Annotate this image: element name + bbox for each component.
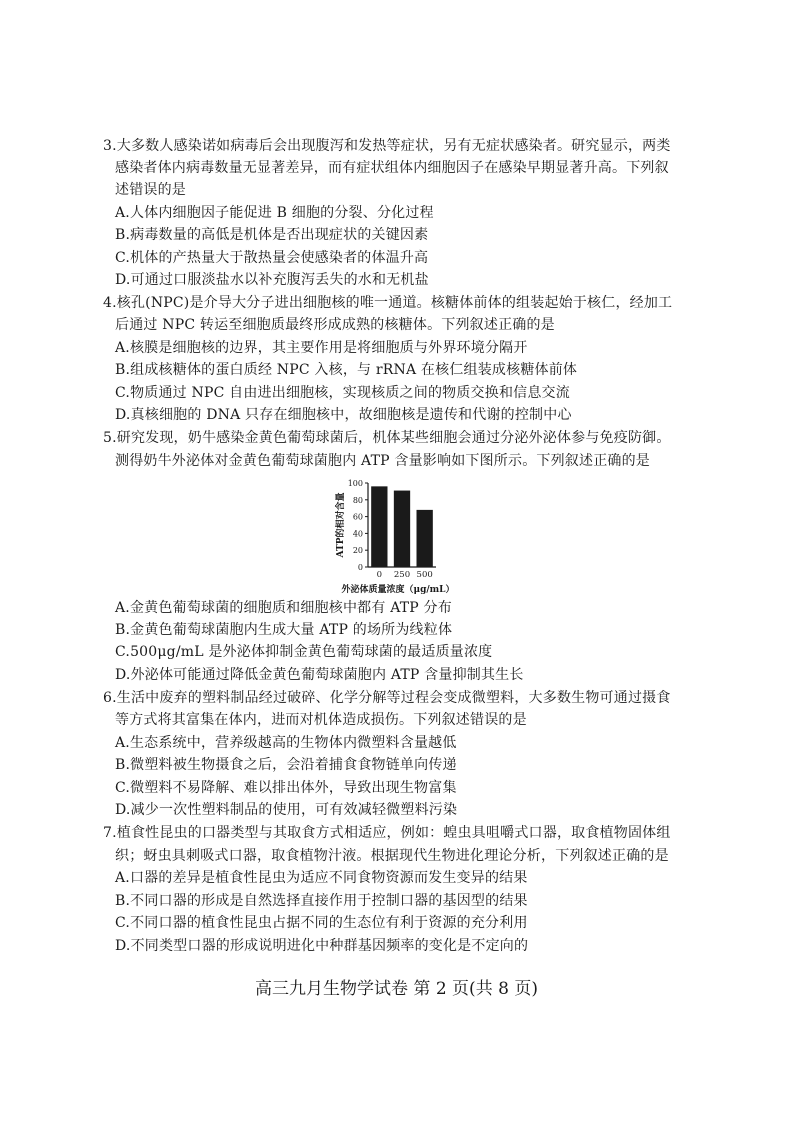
y-tick-label: 80 — [352, 495, 363, 505]
q6-option-d: D.减少一次性塑料制品的使用，可有效减轻微塑料污染 — [115, 802, 458, 818]
bar-0 — [371, 486, 387, 567]
atp-bar-chart — [318, 475, 478, 600]
q5-option-c: C.500μg/mL 是外泌体抑制金黄色葡萄球菌的最适质量浓度 — [115, 644, 493, 660]
q4-option-d: D.真核细胞的 DNA 只存在细胞核中，故细胞核是遗传和代谢的控制中心 — [115, 407, 572, 423]
bar-500 — [417, 510, 433, 567]
q7-stem-line-2: 织；蚜虫具刺吸式口器，取食植物汁液。根据现代生物进化理论分析，下列叙述正确的是 — [115, 848, 669, 864]
q7-option-b: B.不同口器的形成是自然选择直接作用于控制口器的基因型的结果 — [115, 893, 528, 909]
q7-option-c: C.不同口器的植食性昆虫占据不同的生态位有利于资源的充分利用 — [115, 915, 528, 931]
q6-option-b: B.微塑料被生物摄食之后，会沿着捕食食物链单向传递 — [115, 757, 457, 773]
q4-option-c: C.物质通过 NPC 自由进出细胞核，实现核质之间的物质交换和信息交流 — [115, 385, 570, 401]
y-tick-label: 60 — [352, 512, 363, 522]
q4-option-b: B.组成核糖体的蛋白质经 NPC 入核，与 rRNA 在核仁组装成核糖体前体 — [115, 362, 578, 378]
y-tick-label: 20 — [352, 546, 363, 556]
q6-option-a: A.生态系统中，营养级越高的生物体内微塑料含量越低 — [115, 735, 457, 751]
q6-stem-line-2: 等方式将其富集在体内，进而对机体造成损伤。下列叙述错误的是 — [115, 712, 527, 728]
q3-stem-line-1: 3.大多数人感染诺如病毒后会出现腹泻和发热等症状，另有无症状感染者。研究显示，两类 — [103, 138, 671, 154]
q5-option-b: B.金黄色葡萄球菌胞内生成大量 ATP 的场所为线粒体 — [115, 622, 453, 638]
q5-stem-line-1: 5.研究发现，奶牛感染金黄色葡萄球菌后，机体某些细胞会通过分泌外泌体参与免疫防御。 — [103, 430, 671, 446]
q4-stem-line-1: 4.核孔(NPC)是介导大分子进出细胞核的唯一通道。核糖体前体的组装起始于核仁，经加工 — [103, 295, 673, 311]
q6-stem-line-1: 6.生活中废弃的塑料制品经过破碎、化学分解等过程会变成微塑料，大多数生物可通过摄食 — [103, 690, 671, 706]
q7-option-d: D.不同类型口器的形成说明进化中种群基因频率的变化是不定向的 — [115, 938, 529, 954]
q5-option-a: A.金黄色葡萄球菌的细胞质和细胞核中都有 ATP 分布 — [115, 600, 452, 616]
y-tick-label: 0 — [357, 563, 363, 572]
y-tick-label: 100 — [347, 479, 363, 488]
q3-stem-line-3: 述错误的是 — [115, 182, 186, 198]
q3-option-d: D.可通过口服淡盐水以补充腹泻丢失的水和无机盐 — [115, 272, 429, 288]
q5-option-d: D.外泌体可能通过降低金黄色葡萄球菌胞内 ATP 含量抑制其生长 — [115, 667, 524, 683]
q7-stem-line-1: 7.植食性昆虫的口器类型与其取食方式相适应，例如：蝗虫具咀嚼式口器，取食植物固体组 — [103, 825, 671, 841]
x-axis-label: 外泌体质量浓度（μg/mL） — [341, 585, 455, 595]
q4-stem-line-2: 后通过 NPC 转运至细胞质最终形成成熟的核糖体。下列叙述正确的是 — [115, 317, 555, 333]
q5-stem-line-2: 测得奶牛外泌体对金黄色葡萄球菌胞内 ATP 含量影响如下图所示。下列叙述正确的是 — [115, 453, 651, 469]
q3-option-a: A.人体内细胞因子能促进 B 细胞的分裂、分化过程 — [115, 205, 434, 221]
q3-option-b: B.病毒数量的高低是机体是否出现症状的关键因素 — [115, 227, 429, 243]
x-tick-label: 0 — [376, 570, 383, 580]
bar-250 — [394, 491, 410, 567]
q6-option-c: C.微塑料不易降解、难以排出体外，导致出现生物富集 — [115, 780, 457, 796]
x-tick-label: 250 — [393, 570, 411, 580]
q4-option-a: A.核膜是细胞核的边界，其主要作用是将细胞质与外界环境分隔开 — [115, 340, 528, 356]
x-tick-label: 500 — [416, 570, 433, 580]
q3-option-c: C.机体的产热量大于散热量会使感染者的体温升高 — [115, 250, 429, 266]
y-tick-label: 40 — [352, 529, 363, 539]
page-footer: 高三九月生物学试卷 第 2 页(共 8 页) — [255, 979, 538, 999]
q7-option-a: A.口器的差异是植食性昆虫为适应不同食物资源而发生变异的结果 — [115, 870, 528, 886]
q3-stem-line-2: 感染者体内病毒数量无显著差异，而有症状组体内细胞因子在感染早期显著升高。下列叙 — [115, 160, 669, 176]
y-axis-label: ATP的相对含量 — [336, 492, 346, 558]
